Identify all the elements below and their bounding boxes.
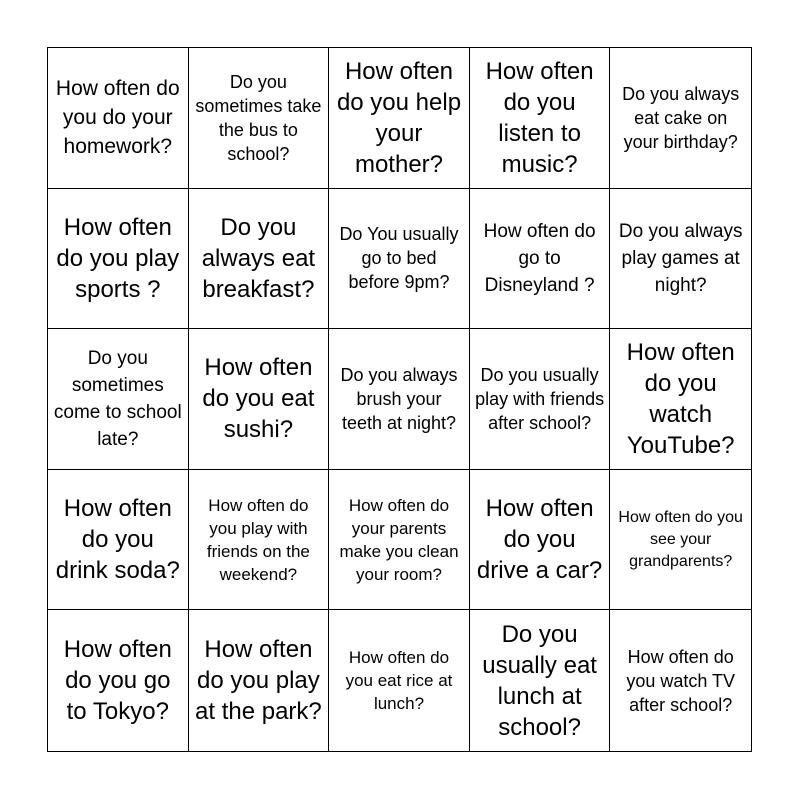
bingo-cell-r4c1[interactable] <box>48 470 189 611</box>
bingo-cell-text: Do you sometimes take the bus to school? <box>195 71 322 164</box>
bingo-cell-r4c2[interactable] <box>189 470 330 611</box>
bingo-cell-text: Do you always eat breakfast? <box>201 213 316 303</box>
bingo-cell-text: Do You usually go to bed before 9pm? <box>339 224 459 293</box>
bingo-board <box>47 47 752 752</box>
bingo-cell-r3c5[interactable] <box>610 329 751 470</box>
bingo-cell-text: How often do you eat sushi? <box>202 354 315 444</box>
bingo-cell-r3c1[interactable] <box>48 329 189 470</box>
bingo-cell-r5c1[interactable] <box>48 610 189 751</box>
bingo-cell-text: How often do you help your mother? <box>336 57 462 178</box>
bingo-cell-r3c3[interactable] <box>329 329 470 470</box>
bingo-cell-text: How often do you drive a car? <box>476 495 603 585</box>
bingo-cell-text: How often do your parents make you clean your room? <box>339 495 459 584</box>
bingo-cell-r5c4[interactable] <box>470 610 611 751</box>
bingo-cell-r4c3[interactable] <box>329 470 470 611</box>
bingo-cell-r1c5[interactable] <box>610 48 751 189</box>
bingo-cell-text: Do you always brush your teeth at night? <box>340 364 458 433</box>
bingo-cell-r1c4[interactable] <box>470 48 611 189</box>
bingo-cell-text: How often do you watch TV after school? <box>626 646 736 715</box>
bingo-cell-text: How often do you play sports ? <box>56 213 180 303</box>
bingo-cell-r2c3[interactable] <box>329 189 470 330</box>
bingo-cell-r2c1[interactable] <box>48 189 189 330</box>
bingo-cell-r1c2[interactable] <box>189 48 330 189</box>
bingo-cell-text: Do you always eat cake on your birthday? <box>622 83 740 152</box>
bingo-cell-r5c2[interactable] <box>189 610 330 751</box>
bingo-cell-text: Do you usually eat lunch at school? <box>482 620 597 741</box>
bingo-cell-r1c1[interactable] <box>48 48 189 189</box>
bingo-cell-text: Do you usually play with friends after school? <box>475 364 605 433</box>
bingo-cell-text: How often do you listen to music? <box>485 57 594 178</box>
bingo-cell-r1c3[interactable] <box>329 48 470 189</box>
bingo-cell-text: How often do go to Disneyland ? <box>483 220 596 296</box>
bingo-cell-text: How often do you play at the park? <box>195 636 322 726</box>
bingo-cell-r4c4[interactable] <box>470 470 611 611</box>
bingo-cell-text: How often do you drink soda? <box>55 495 180 585</box>
bingo-cell-text: How often do you see your grandparents? <box>618 508 743 570</box>
bingo-cell-r3c4[interactable] <box>470 329 611 470</box>
bingo-cell-text: Do you always play games at night? <box>618 220 743 296</box>
bingo-cell-text: How often do you eat rice at lunch? <box>345 648 453 714</box>
bingo-cell-r5c5[interactable] <box>610 610 751 751</box>
bingo-cell-r2c4[interactable] <box>470 189 611 330</box>
bingo-cell-text: How often do you go to Tokyo? <box>63 636 172 726</box>
bingo-cell-text: Do you sometimes come to school late? <box>53 347 182 450</box>
bingo-cell-text: How often do you play with friends on the weekend? <box>206 495 310 584</box>
bingo-cell-r5c3[interactable] <box>329 610 470 751</box>
bingo-cell-text: How often do you watch YouTube? <box>626 338 735 459</box>
bingo-cell-r4c5[interactable] <box>610 470 751 611</box>
bingo-cell-r2c5[interactable] <box>610 189 751 330</box>
bingo-cell-text: How often do you do your homework? <box>55 77 180 159</box>
bingo-cell-r2c2[interactable] <box>189 189 330 330</box>
bingo-cell-r3c2[interactable] <box>189 329 330 470</box>
